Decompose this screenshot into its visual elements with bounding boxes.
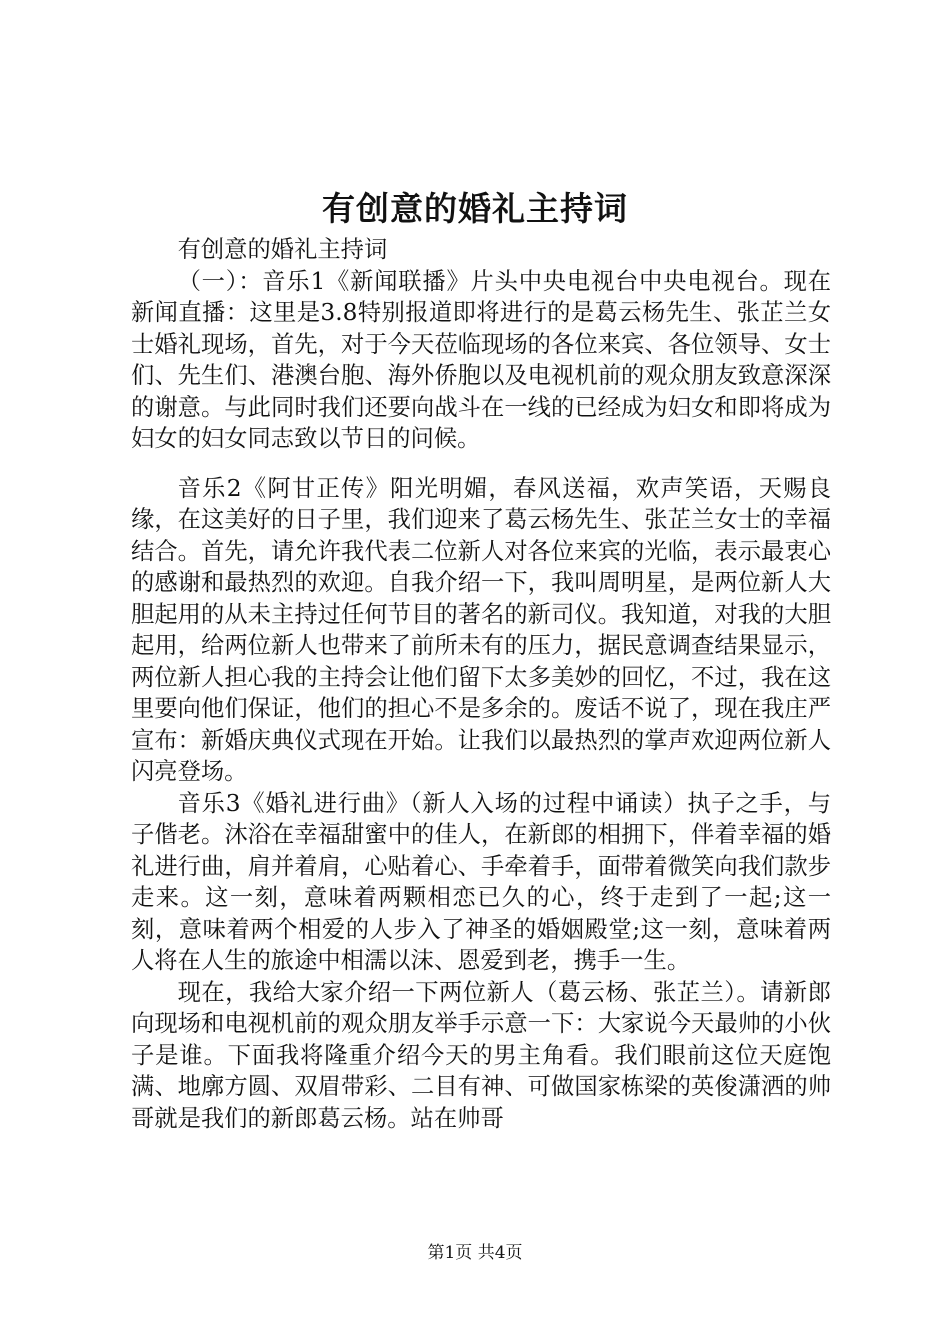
paragraph-4: 现在，我给大家介绍一下两位新人（葛云杨、张芷兰）。请新郎向现场和电视机前的观众朋友举手示意一下：大家说今天最帅的小伙子是谁。下面我将隆重介绍今天的男主角看。我们眼前这位天庭饱满、地廓方圆、双眉带彩、二目有神、可做国家栋梁的英俊潇洒的帅哥就是我们的新郎葛云杨。站在帅哥 [131,978,831,1132]
paragraph-1: （一）：音乐1《新闻联播》片头中央电视台中央电视台。现在新闻直播：这里是3.8特别报道即将进行的是葛云杨先生、张芷兰女士婚礼现场，首先，对于今天莅临现场的各位来宾、各位领导、女士们、先生们、港澳台胞、海外侨胞以及电视机前的观众朋友致意深深的谢意。与此同时我们还要向战斗在一线的已经成为妇女和即将成为妇女的妇女同志致以节日的问候。 [131,267,831,452]
paragraph-3: 音乐3《婚礼进行曲》（新人入场的过程中诵读）执子之手，与子偕老。沐浴在幸福甜蜜中的佳人，在新郎的相拥下，伴着幸福的婚礼进行曲，肩并着肩，心贴着心、手牵着手，面带着微笑向我们款步走来。这一刻，意味着两颗相恋已久的心，终于走到了一起;这一刻，意味着两个相爱的人步入了神圣的婚姻殿堂;这一刻，意味着两人将在人生的旅途中相濡以沫、恩爱到老，携手一生。 [131,789,831,974]
document-body [131,234,831,1134]
page-number-footer: 第1页 共4页 [427,1243,523,1263]
paragraph-subtitle: 有创意的婚礼主持词 [177,236,388,263]
paragraph-2: 音乐2《阿甘正传》阳光明媚，春风送福，欢声笑语，天赐良缘，在这美好的日子里，我们迎来了葛云杨先生、张芷兰女士的幸福结合。首先，请允许我代表二位新人对各位来宾的光临，表示最衷心的感谢和最热烈的欢迎。自我介绍一下，我叫周明星，是两位新人大胆起用的从未主持过任何节目的著名的新司仪。我知道，对我的大胆起用，给两位新人也带来了前所未有的压力，据民意调查结果显示，两位新人担心我的主持会让他们留下太多美妙的回忆，不过，我在这里要向他们保证，他们的担心不是多余的。废话不说了，现在我庄严宣布：新婚庆典仪式现在开始。让我们以最热烈的掌声欢迎两位新人闪亮登场。 [131,474,831,785]
document-title: 有创意的婚礼主持词 [322,189,628,228]
